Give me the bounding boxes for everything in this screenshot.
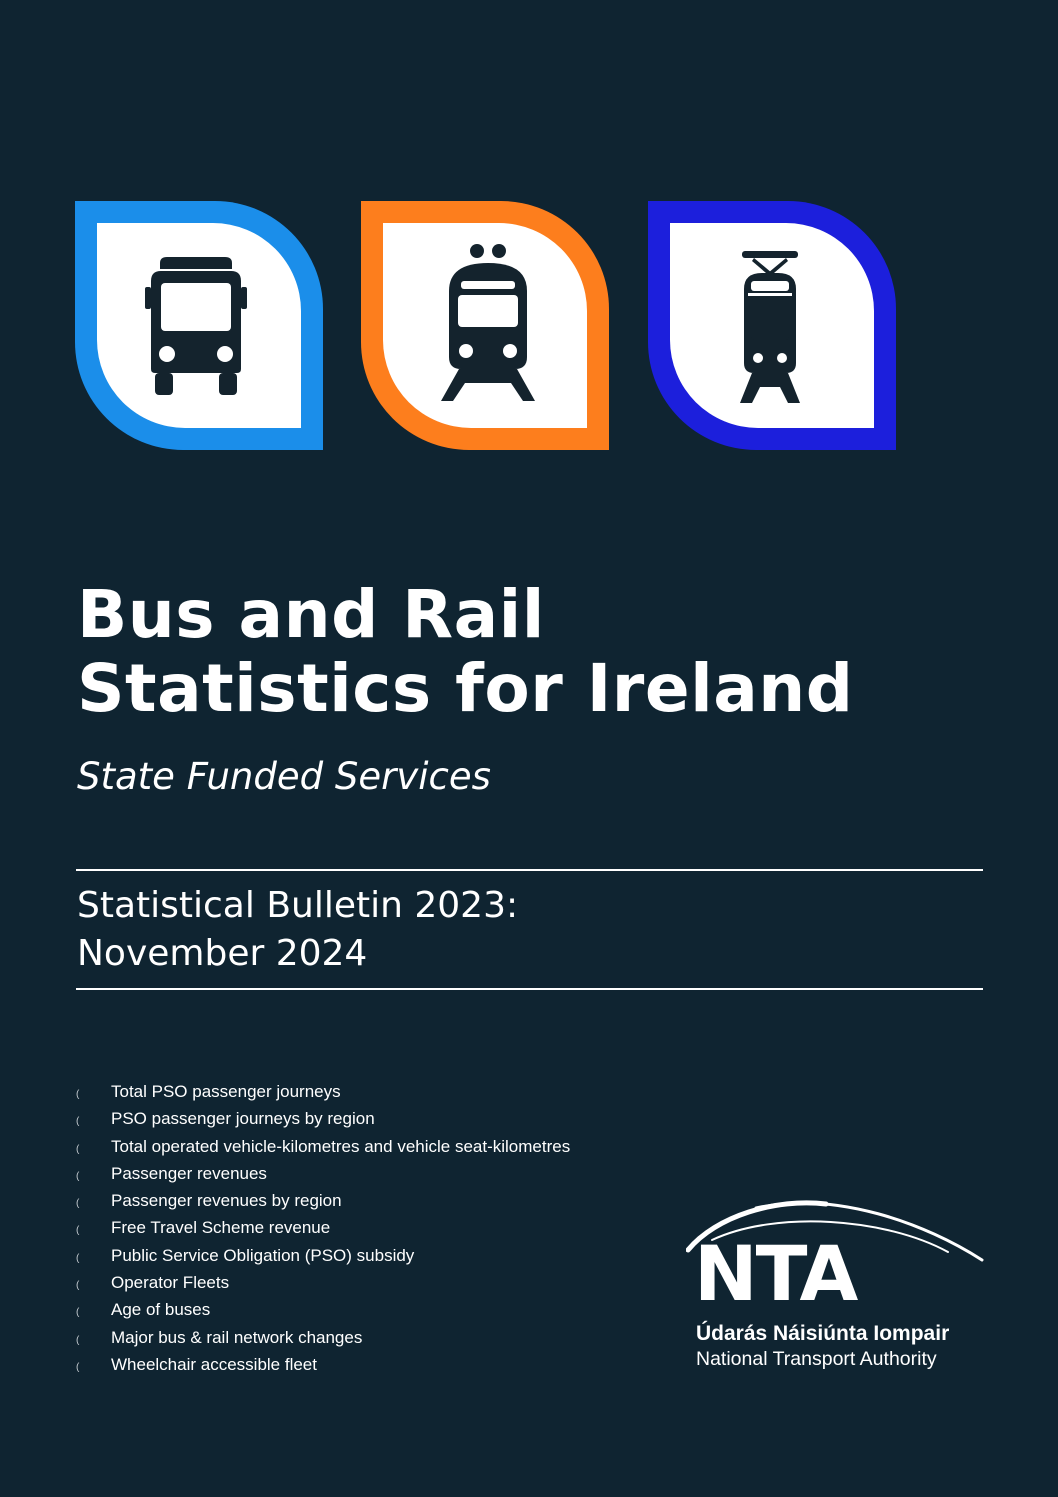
logo-mark: NTA (694, 1229, 857, 1318)
list-item (76, 1107, 570, 1134)
list-item (76, 1189, 570, 1216)
bullet-icon: ( (76, 1116, 80, 1128)
bus-icon (75, 201, 323, 450)
bullet-icon: ( (76, 1361, 80, 1373)
rail-tile (361, 201, 609, 450)
list-item (76, 1271, 570, 1298)
list-item-text: Free Travel Scheme revenue (111, 1218, 331, 1238)
list-item (76, 1353, 570, 1380)
tram-icon (648, 201, 896, 450)
list-item-text: Operator Fleets (111, 1273, 230, 1293)
list-item-text: Public Service Obligation (PSO) subsidy (111, 1245, 415, 1265)
title-line-2: Statistics for Ireland (77, 650, 854, 727)
topics-list (76, 1080, 570, 1380)
bullet-icon: ( (76, 1225, 80, 1237)
bulletin-info (77, 882, 518, 978)
list-item (76, 1326, 570, 1353)
document-subtitle: State Funded Services (77, 755, 491, 798)
logo-english-name: National Transport Authority (696, 1348, 937, 1370)
bus-tile (75, 201, 323, 450)
list-item-text: Age of buses (111, 1300, 211, 1320)
bullet-icon: ( (76, 1280, 80, 1292)
list-item-text: PSO passenger journeys by region (111, 1109, 375, 1129)
nta-logo (686, 1194, 986, 1374)
bullet-icon: ( (76, 1334, 80, 1346)
bulletin-date: November 2024 (77, 933, 368, 974)
list-item (76, 1080, 570, 1107)
list-item-text: Passenger revenues by region (111, 1191, 342, 1211)
bullet-icon: ( (76, 1307, 80, 1319)
list-item (76, 1162, 570, 1189)
list-item-text: Total operated vehicle-kilometres and vehicle seat-kilometres (111, 1136, 571, 1156)
bullet-icon: ( (76, 1170, 80, 1182)
tram-tile (648, 201, 896, 450)
list-item-text: Wheelchair accessible fleet (111, 1354, 317, 1374)
bullet-icon: ( (76, 1089, 80, 1100)
list-item-text: Total PSO passenger journeys (111, 1082, 341, 1101)
bullet-icon: ( (76, 1252, 80, 1264)
document-title (77, 578, 853, 726)
title-line-1: Bus and Rail (77, 576, 545, 653)
list-item-text: Major bus & rail network changes (111, 1327, 363, 1347)
list-item (76, 1216, 570, 1243)
bullet-icon: ( (76, 1143, 80, 1155)
logo-irish-name: Údarás Náisiúnta Iompair (696, 1322, 950, 1345)
list-item (76, 1244, 570, 1271)
bulletin-edition: Statistical Bulletin 2023: (77, 885, 519, 926)
list-item (76, 1135, 570, 1162)
train-icon (361, 201, 609, 450)
bullet-icon: ( (76, 1198, 80, 1210)
divider-bottom (76, 988, 983, 990)
list-item (76, 1298, 570, 1325)
divider-top (76, 869, 983, 871)
list-item-text: Passenger revenues (111, 1163, 267, 1183)
